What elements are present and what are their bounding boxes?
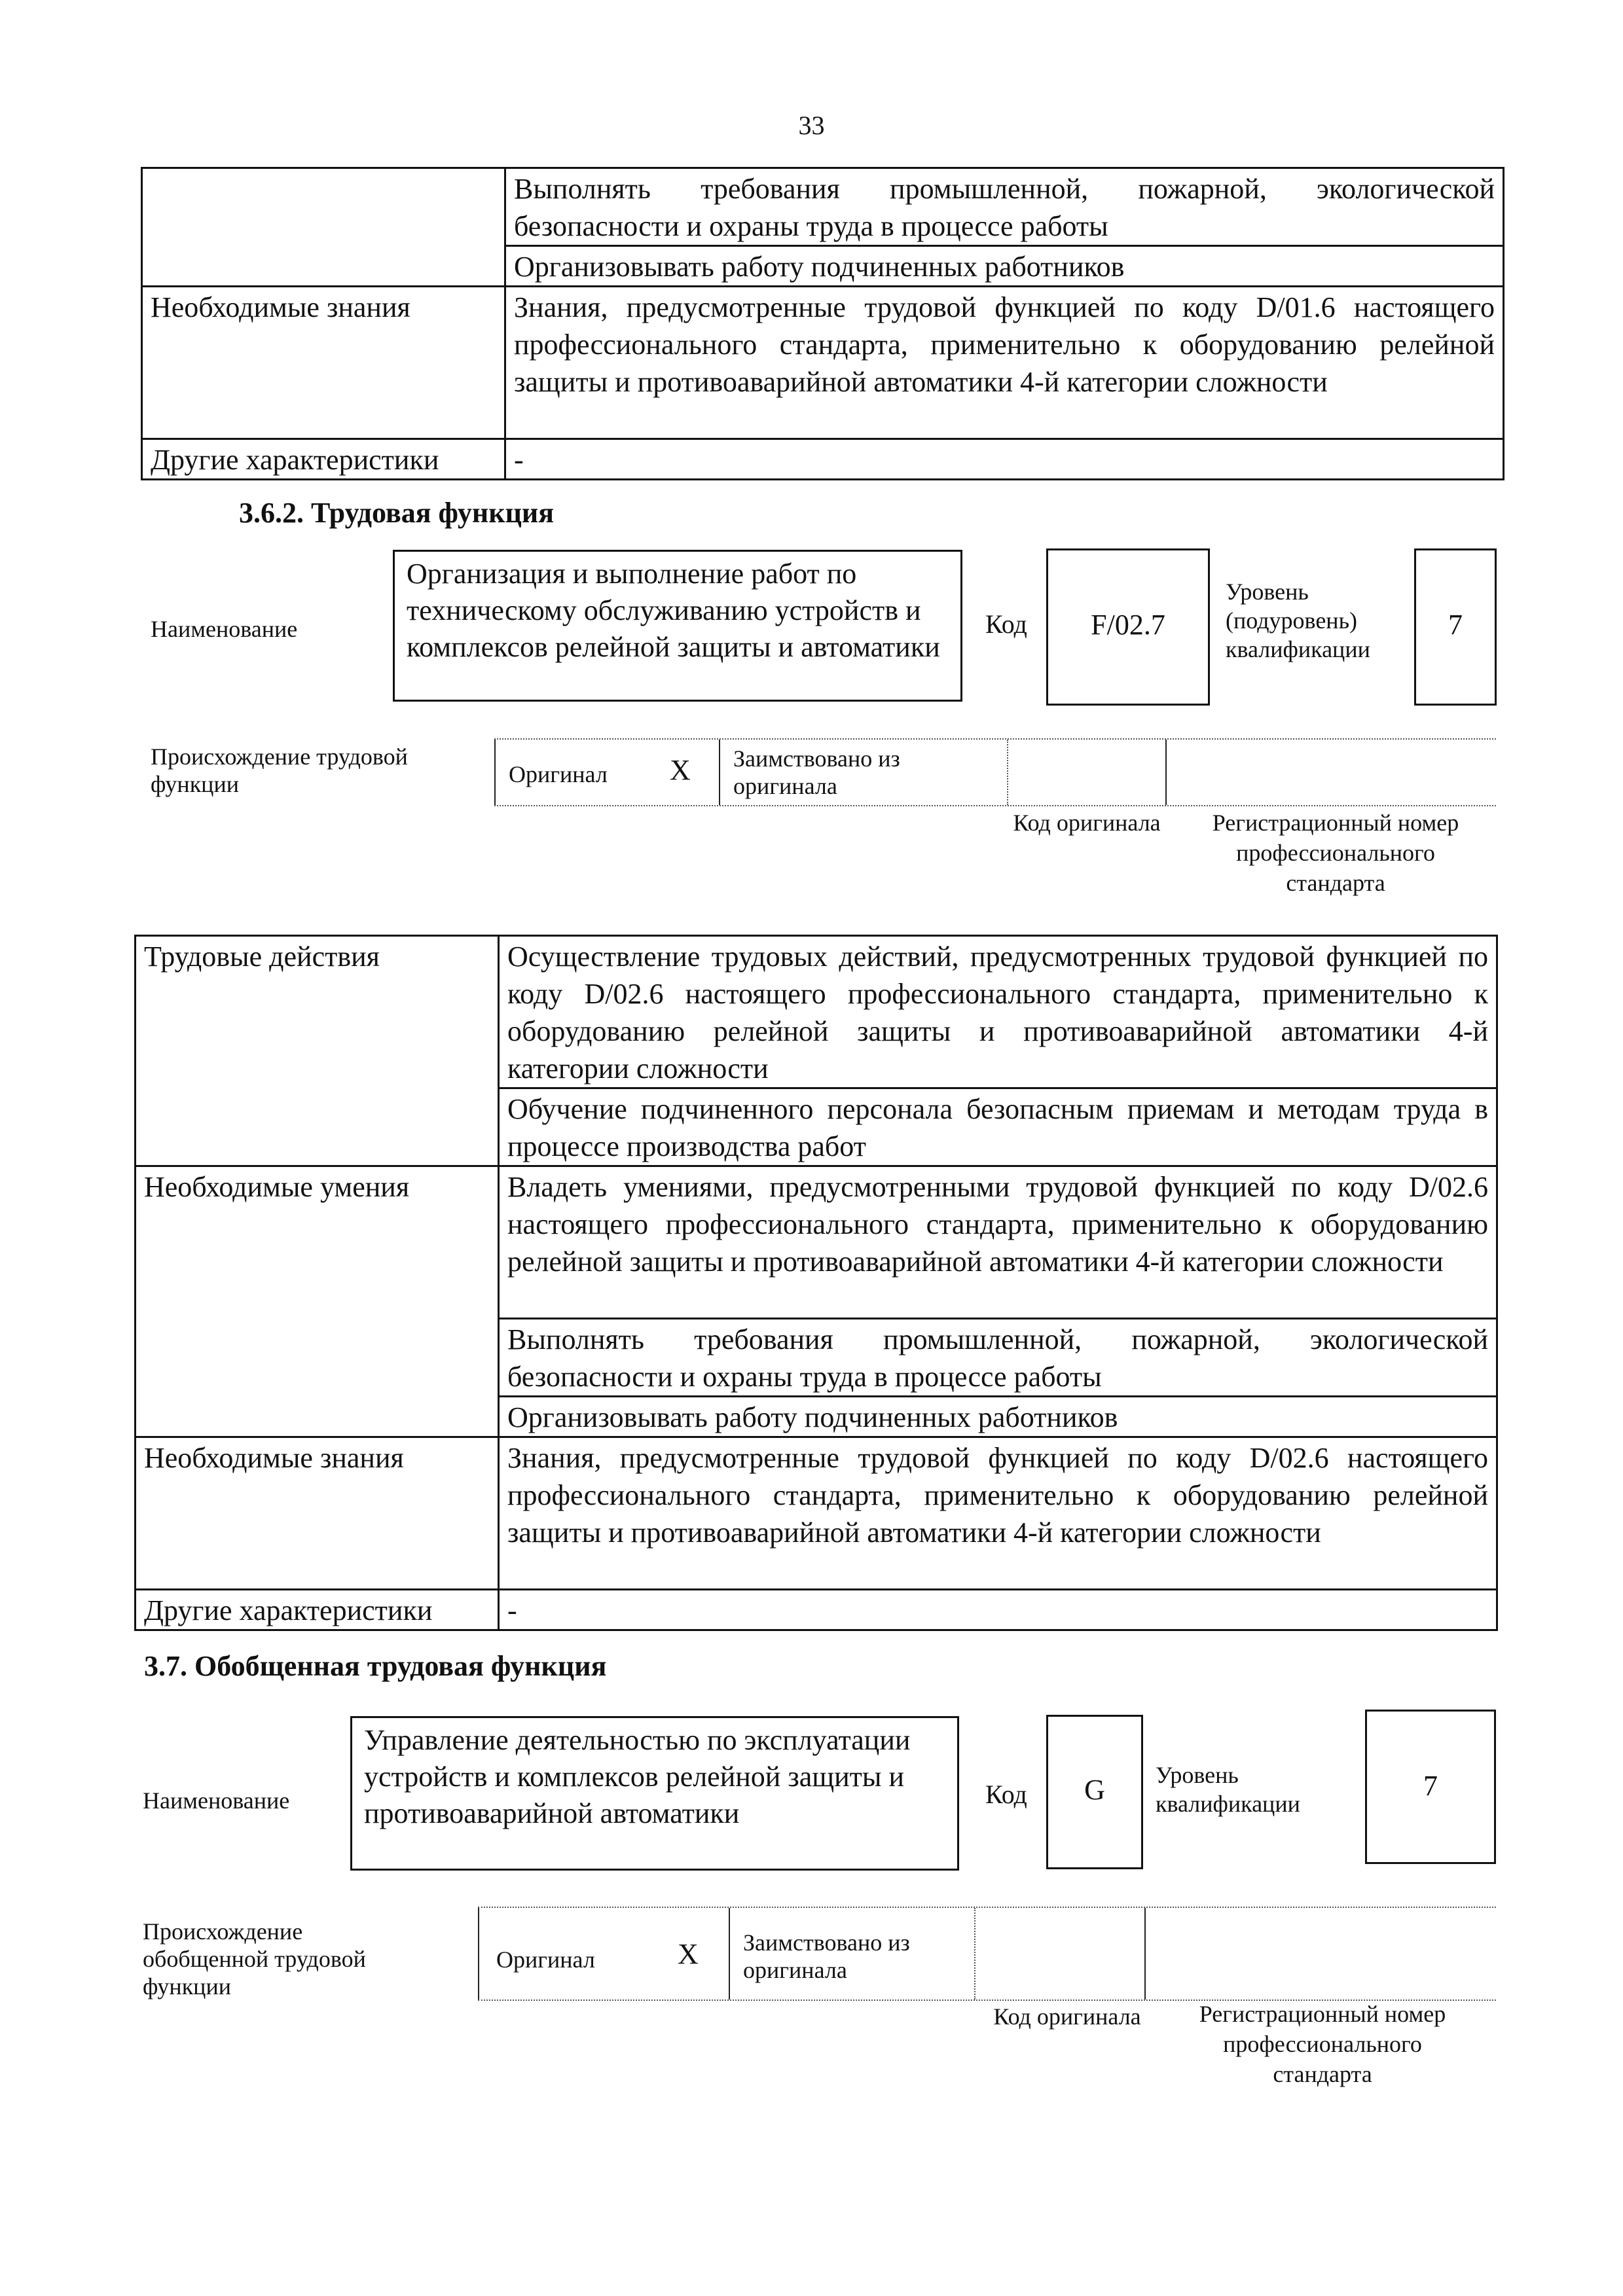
level-value-box: 7 (1414, 548, 1497, 706)
function-details-table (134, 935, 1498, 1631)
origin-label: Происхождение трудовой функции (151, 744, 408, 797)
row-item: Выполнять требования промышленной, пожарной, экологической безопасности и охраны труда в процессе работы (505, 168, 1504, 246)
row-item: - (505, 439, 1504, 480)
table-row (136, 1166, 1497, 1319)
code-label: Код (985, 1780, 1027, 1809)
origin-row (494, 738, 1496, 806)
origin-cell (1007, 740, 1008, 805)
skills-table-continued (141, 167, 1504, 480)
function-name-box: Организация и выполнение работ по техническому обслуживанию устройств и комплексов релейной защиты и автоматики (393, 550, 962, 702)
row-item: Знания, предусмотренные трудовой функцией по коду D/02.6 настоящего профессионального стандарта, применительно к оборудованию релейной защиты и противоаварийной автоматики 4-й категории сложности (499, 1437, 1497, 1590)
origin-row (478, 1907, 1496, 2001)
table-row (136, 1437, 1497, 1590)
function-name-box: Управление деятельностью по эксплуатации устройств и комплексов релейной защиты и противоаварийной автоматики (350, 1716, 959, 1871)
borrowed-label: Заимствовано из оригинала (733, 745, 900, 799)
original-mark: X (670, 754, 691, 786)
row-label: Другие характеристики (136, 1590, 499, 1630)
code-original-caption: Код оригинала (1013, 810, 1161, 836)
row-label: Другие характеристики (142, 439, 505, 480)
row-label: Необходимые знания (142, 287, 505, 439)
code-original-caption: Код оригинала (993, 2003, 1141, 2030)
row-label: Необходимые знания (136, 1437, 499, 1590)
row-label: Трудовые действия (136, 936, 499, 1166)
origin-cell (494, 740, 496, 805)
origin-cell (1165, 740, 1167, 805)
origin-cell (1144, 1908, 1146, 2000)
level-label: Уровень квалификации (1156, 1762, 1300, 1817)
level-label: Уровень (подуровень) квалификации (1226, 579, 1370, 662)
origin-cell (974, 1908, 976, 2000)
row-item: Осуществление трудовых действий, предусмотренных трудовой функцией по коду D/02.6 настоящего профессионального стандарта, применительно к оборудованию релейной защиты и противоаварийной автоматики 4-й категории сложности (499, 936, 1497, 1088)
table-row (142, 287, 1504, 439)
table-row (142, 168, 1504, 246)
name-label: Наименование (143, 1787, 290, 1814)
page-number: 33 (798, 111, 825, 140)
code-value-box: F/02.7 (1046, 548, 1210, 706)
reg-number-caption: Регистрационный номер профессионального стандарта (1212, 810, 1459, 896)
row-item: Знания, предусмотренные трудовой функцией по коду D/01.6 настоящего профессионального стандарта, применительно к оборудованию релейной защиты и противоаварийной автоматики 4-й категории сложности (505, 287, 1504, 439)
section-title: 3.7. Обобщенная трудовая функция (144, 1650, 607, 1682)
row-item: Обучение подчиненного персонала безопасным приемам и методам труда в процессе производства работ (499, 1088, 1497, 1166)
code-label: Код (985, 609, 1027, 639)
table-row (142, 439, 1504, 480)
original-label: Оригинал (509, 761, 608, 787)
row-item: - (499, 1590, 1497, 1630)
row-label: Необходимые умения (136, 1166, 499, 1437)
row-item: Организовывать работу подчиненных работников (505, 246, 1504, 287)
section-title: 3.6.2. Трудовая функция (239, 497, 555, 529)
reg-number-caption: Регистрационный номер профессионального стандарта (1199, 2001, 1446, 2087)
code-value-box: G (1046, 1715, 1143, 1869)
origin-cell (729, 1908, 730, 2000)
original-label: Оригинал (496, 1946, 595, 1973)
row-label (142, 168, 505, 287)
level-value-box: 7 (1365, 1710, 1496, 1864)
table-row (136, 1590, 1497, 1630)
origin-cell (719, 740, 720, 805)
borrowed-label: Заимствовано из оригинала (743, 1929, 910, 1983)
row-item: Выполнять требования промышленной, пожарной, экологической безопасности и охраны труда в процессе работы (499, 1319, 1497, 1397)
row-item: Организовывать работу подчиненных работников (499, 1397, 1497, 1437)
origin-cell (478, 1908, 479, 2000)
name-label: Наименование (151, 616, 298, 642)
row-item: Владеть умениями, предусмотренными трудовой функцией по коду D/02.6 настоящего профессионального стандарта, применительно к оборудованию релейной защиты и противоаварийной автоматики 4-й категории сложности (499, 1166, 1497, 1319)
table-row (136, 936, 1497, 1088)
origin-label: Происхождение обобщенной трудовой функции (143, 1918, 366, 2000)
original-mark: X (678, 1938, 699, 1970)
